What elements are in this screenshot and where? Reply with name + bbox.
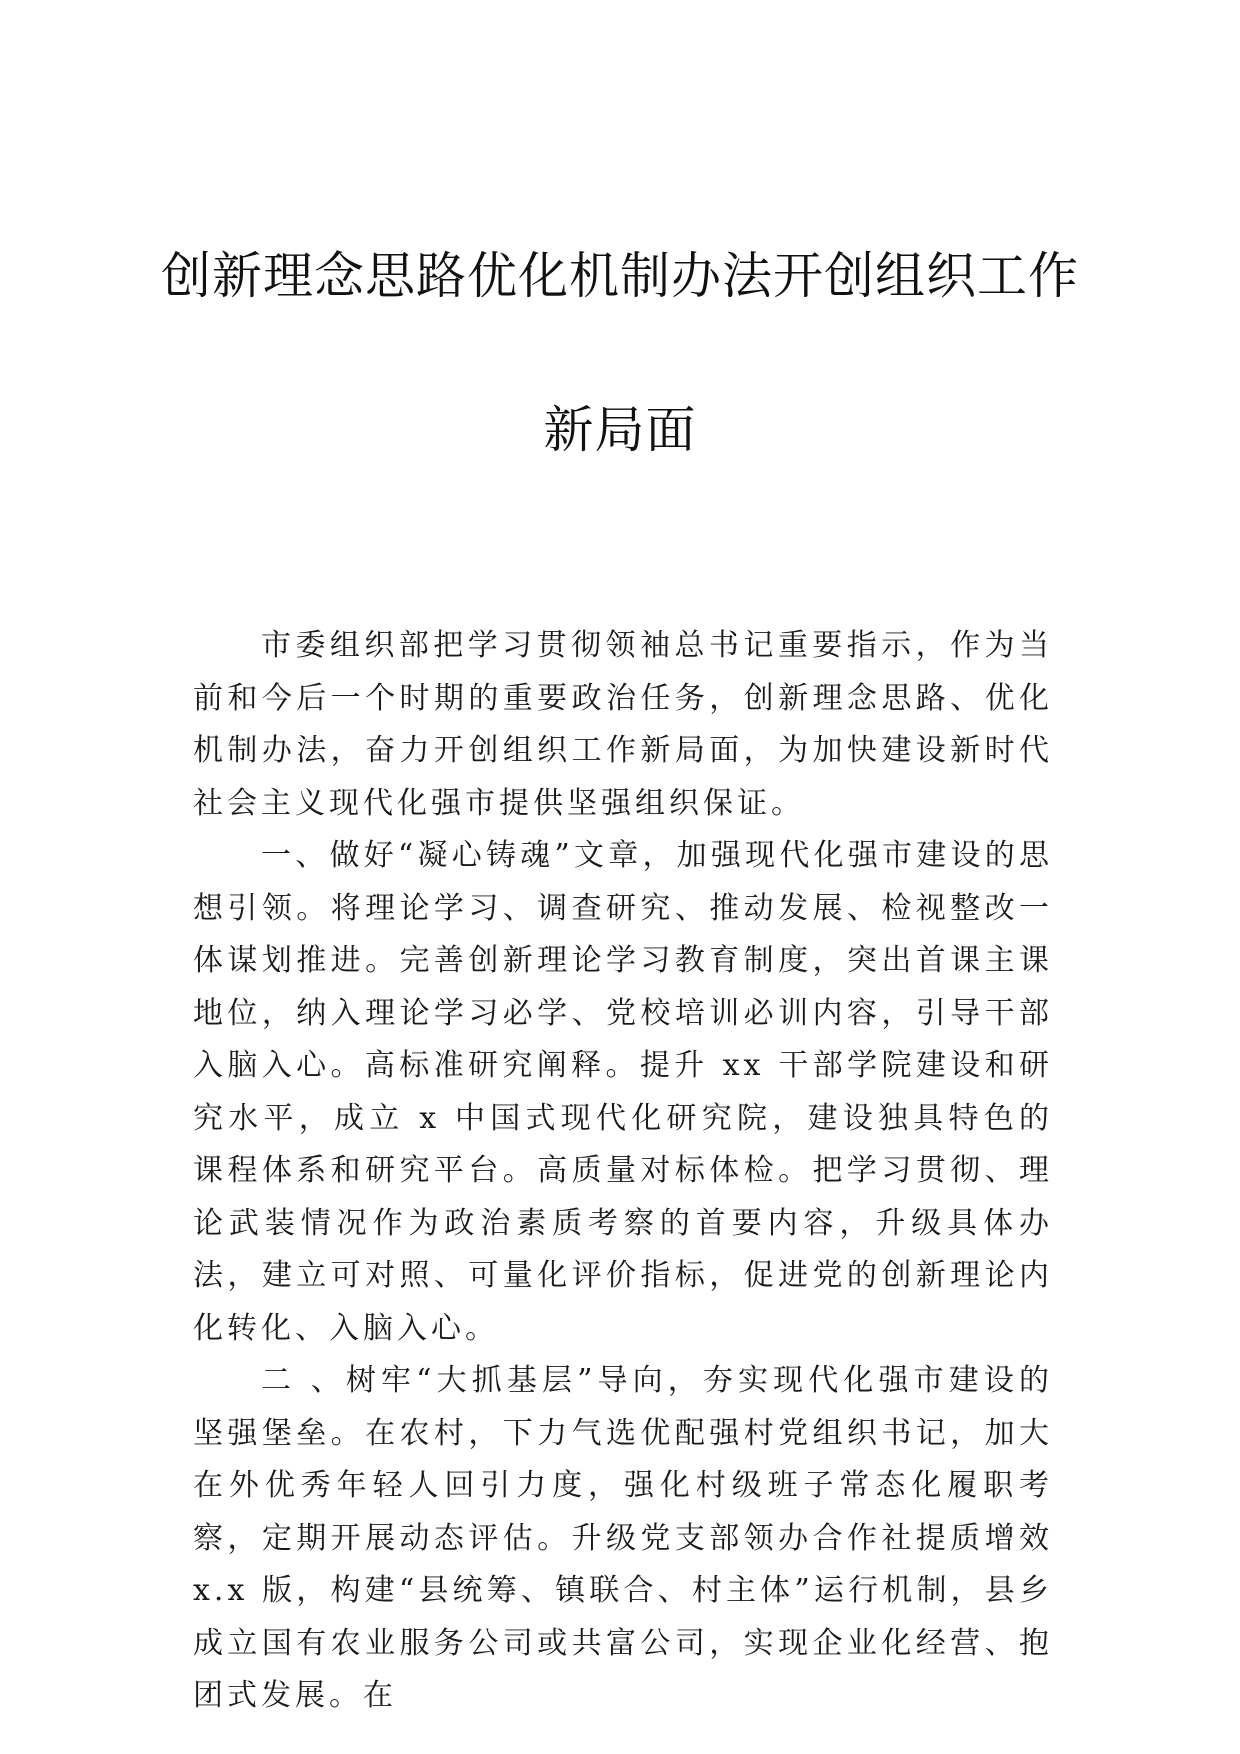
document-title-line-2: 新局面 bbox=[543, 401, 697, 459]
paragraph-section-1: 一、做好“凝心铸魂”文章，加强现代化强市建设的思想引领。将理论学习、调查研究、推动发展、检视整改一体谋划推进。完善创新理论学习教育制度，突出首课主课地位，纳入理论学习必学、党校培训必训内容，引导干部入脑入心。高标准研究阐释。提升 xx 干部学院建设和研究水平，成立 x 中国式现代化研究院，建设独具特色的课程体系和研究平台。高质量对标体检。把学习贯彻、理论武装情况作为政治素质考察的首要内容，升级具体办法，建立可对照、可量化评价指标，促进党的创新理论内化转化、入脑入心。 bbox=[193, 838, 1053, 1346]
paragraph-section-2: 二 、树牢“大抓基层”导向，夯实现代化强市建设的坚强堡垒。在农村，下力气选优配强村党组织书记，加大在外优秀年轻人回引力度，强化村级班子常态化履职考察，定期开展动态评估。升级党支部领办合作社提质增效 x.x 版，构建“县统筹、镇联合、村主体”运行机制，县乡成立国有农业服务公司或共富公司，实现企业化经营、抱团式发展。在 bbox=[193, 1363, 1053, 1713]
document-title-line-1: 创新理念思路优化机制办法开创组织工作 bbox=[161, 247, 1079, 305]
document-body bbox=[193, 620, 1053, 1723]
paragraph-intro: 市委组织部把学习贯彻领袖总书记重要指示，作为当前和今后一个时期的重要政治任务，创新理念思路、优化机制办法，奋力开创组织工作新局面，为加快建设新时代社会主义现代化强市提供坚强组织保证。 bbox=[193, 628, 1053, 821]
